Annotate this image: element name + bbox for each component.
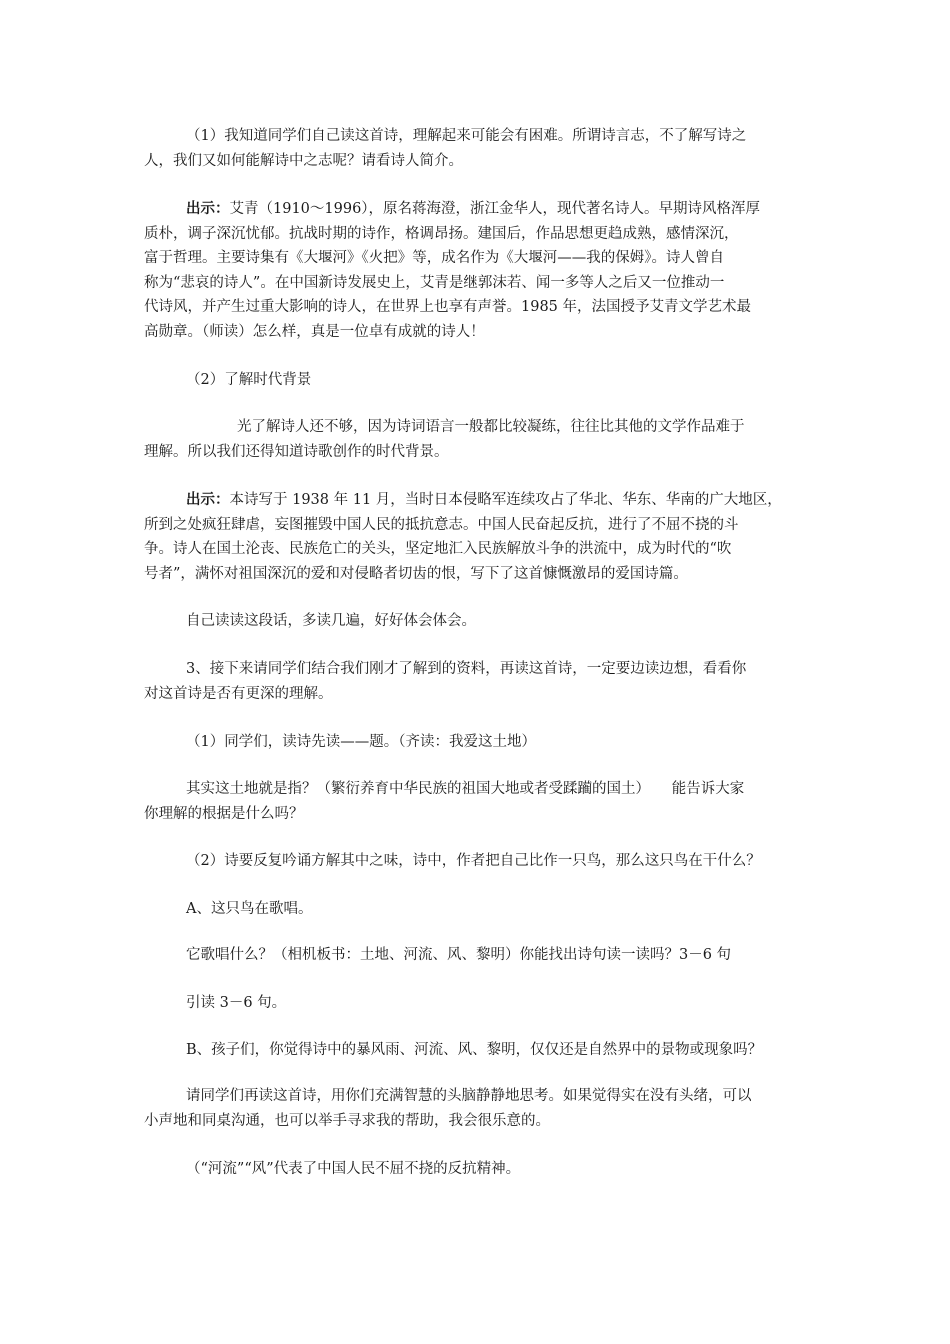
text-line — [144, 488, 809, 513]
text-line: 号者”，满怀对祖国深沉的爱和对侵略者切齿的恨，写下了这首慷慨激昂的爱国诗篇。 — [144, 565, 688, 582]
text-line: 理解。所以我们还得知道诗歌创作的时代背景。 — [144, 443, 449, 460]
paragraph-think-again — [144, 1084, 809, 1133]
text-line: 争。诗人在国土沦丧、民族危亡的关头，坚定地汇入民族解放斗争的洪流中，成为时代的“吹 — [144, 541, 732, 557]
text-line: （2）了解时代背景 — [186, 372, 312, 388]
show-label: 出示： — [186, 200, 230, 217]
paragraph-bird-singing — [144, 897, 809, 922]
text-line: 它歌唱什么？（相机板书：土地、河流、风、黎明）你能找出诗句读一读吗？3－6 句 — [186, 947, 732, 963]
text-line: （2）诗要反复吟诵方解其中之味，诗中，作者把自己比作一只鸟，那么这只鸟在干什么？ — [186, 853, 761, 869]
paragraph-guided-reading — [144, 991, 809, 1016]
text-line: 称为“悲哀的诗人”。在中国新诗发展史上，艾青是继郭沫若、闻一多等人之后又一位推动一 — [144, 274, 725, 291]
text-line: 质朴，调子深沉忧郁。抗战时期的诗作，格调昂扬。建国后，作品思想更趋成熟，感情深沉， — [144, 225, 739, 242]
paragraph-background-heading — [144, 368, 809, 393]
show-label: 出示： — [186, 491, 230, 508]
text-line: （“河流”“风”代表了中国人民不屈不挠的反抗精神。 — [186, 1161, 521, 1177]
text-line: 引读 3－6 句。 — [186, 995, 287, 1011]
text-line: 富于哲理。主要诗集有《大堰河》《火把》等，成名作为《大堰河——我的保姆》。诗人曾自 — [144, 250, 724, 266]
text-line: 高勋章。（师读）怎么样，真是一位卓有成就的诗人！ — [144, 323, 485, 340]
text-line: 所到之处疯狂肆虐，妄图摧毁中国人民的抵抗意志。中国人民奋起反抗，进行了不屈不挠的斗 — [144, 516, 739, 533]
text-line: 人，我们又如何能解诗中之志呢？请看诗人简介。 — [144, 152, 463, 169]
paragraph-background-intro — [144, 415, 809, 464]
text-line: 其实这土地就是指？（繁衍养育中华民族的祖国大地或者受蹂躏的国土） 能告诉大家 — [186, 781, 745, 797]
text-line: 小声地和同桌沟通，也可以举手寻求我的帮助，我会很乐意的。 — [144, 1112, 550, 1129]
text-line-content: 艾青（1910～1996），原名蒋海澄，浙江金华人，现代著名诗人。早期诗风格浑厚 — [229, 201, 761, 217]
paragraph-bird-question — [144, 849, 809, 874]
paragraph-background-text — [144, 488, 809, 586]
text-line: 请同学们再读这首诗，用你们充满智慧的头脑静静地思考。如果觉得实在没有头绪，可以 — [186, 1088, 752, 1104]
paragraph-sing-what — [144, 943, 809, 968]
text-line: （1）我知道同学们自己读这首诗，理解起来可能会有困难。所谓诗言志，不了解写诗之 — [186, 128, 747, 144]
text-line: 自己读读这段话，多读几遍，好好体会体会。 — [186, 613, 476, 629]
text-line: 3、接下来请同学们结合我们刚才了解到的资料，再读这首诗，一定要边读边想，看看你 — [186, 661, 747, 677]
paragraph-read-again — [144, 609, 809, 634]
paragraph-river-wind — [144, 1157, 809, 1182]
text-line: A、这只鸟在歌唱。 — [186, 901, 313, 917]
text-line: 对这首诗是否有更深的理解。 — [144, 685, 333, 702]
paragraph-poet-bio — [144, 197, 809, 344]
text-line — [144, 197, 809, 222]
paragraph-nature-question — [144, 1038, 809, 1063]
text-line: B、孩子们，你觉得诗中的暴风雨、河流、风、黎明，仅仅还是自然界中的景物或现象吗？ — [186, 1042, 763, 1058]
paragraph-poet-intro-prompt — [144, 124, 809, 173]
text-line: 光了解诗人还不够，因为诗词语言一般都比较凝练，往往比其他的文学作品难于 — [237, 419, 745, 435]
paragraph-step-3 — [144, 657, 809, 706]
text-line: 你理解的根据是什么吗？ — [144, 805, 304, 822]
paragraph-land-meaning — [144, 777, 809, 826]
text-line-content: 本诗写于 1938 年 11 月，当时日本侵略军连续攻占了华北、华东、华南的广大地区， — [229, 492, 782, 508]
text-line: （1）同学们，读诗先读——题。（齐读：我爱这土地） — [186, 734, 536, 750]
paragraph-read-title — [144, 730, 809, 755]
text-line: 代诗风，并产生过重大影响的诗人，在世界上也享有声誉。1985 年，法国授予艾青文学艺术最 — [144, 299, 752, 315]
